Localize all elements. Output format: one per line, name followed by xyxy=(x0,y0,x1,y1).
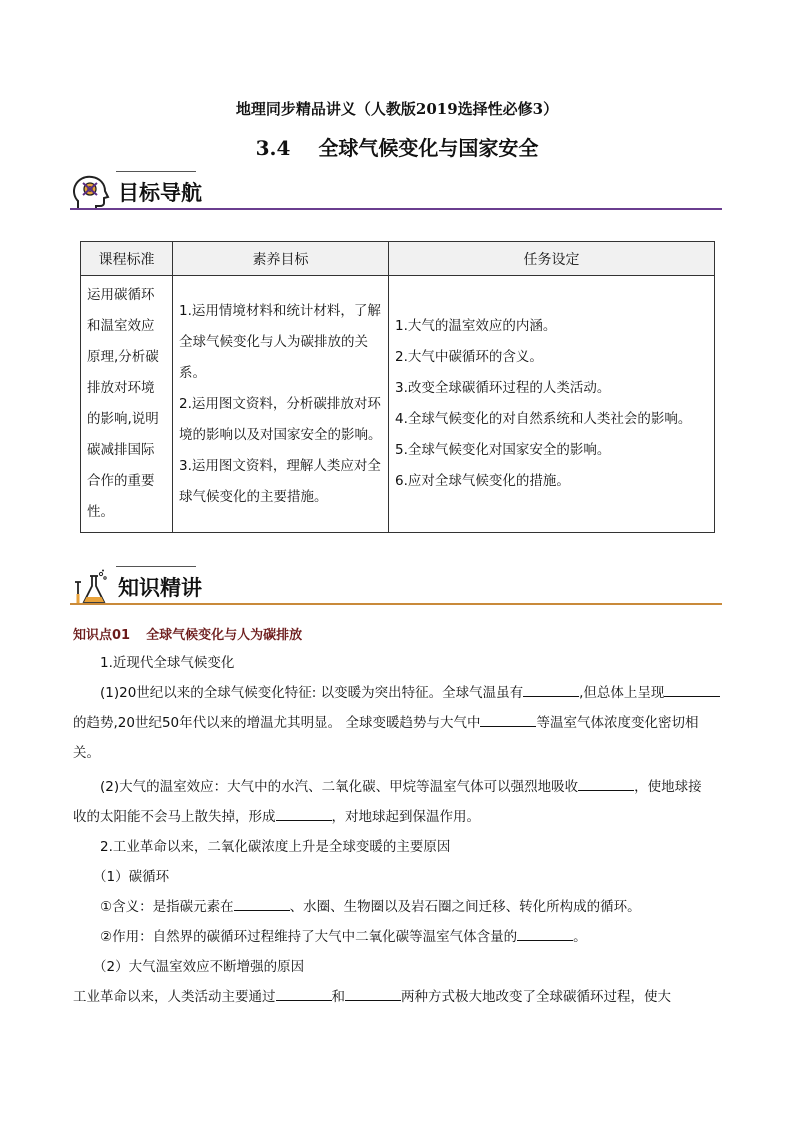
subheading: （1）碳循环 xyxy=(93,869,170,885)
paragraph xyxy=(73,802,723,832)
text-run: 和 xyxy=(331,989,345,1005)
knowledge-section-header xyxy=(70,566,722,606)
lab-flask-icon xyxy=(70,568,110,608)
subheading: （2）大气温室效应不断增强的原因 xyxy=(93,959,305,975)
knowledge-point-title xyxy=(73,624,302,643)
lesson-number: 3.4 xyxy=(255,136,291,160)
fill-blank xyxy=(276,984,332,1001)
task-line: 4.全球气候变化的对自然系统和人类社会的影响。 xyxy=(395,411,692,427)
standard-line: 碳减排国际 xyxy=(87,442,155,458)
text-run: (2)大气的温室效应：大气中的水汽、二氧化碳、甲烷等温室气体可以强烈地吸收 xyxy=(100,779,579,795)
section-overline xyxy=(116,566,196,567)
text-run: ②作用：自然界的碳循环过程维持了大气中二氧化碳等温室气体含量的 xyxy=(100,929,518,945)
goals-table xyxy=(80,241,715,533)
paragraph xyxy=(73,922,723,952)
standard-line: 和温室效应 xyxy=(87,318,155,334)
head-gear-icon xyxy=(70,173,110,213)
text-run: 工业革命以来，人类活动主要通过 xyxy=(73,989,276,1005)
literacy-line: 2.运用图文资料，分析碳排放对环 xyxy=(179,395,381,412)
text-run: 、水圈、生物圈以及岩石圈之间迁移、转化所构成的循环。 xyxy=(289,899,641,915)
literacy-line: 系。 xyxy=(179,364,206,381)
standard-line: 运用碳循环 xyxy=(87,287,155,303)
fill-blank xyxy=(517,924,573,941)
paragraph xyxy=(73,708,723,738)
tasks-cell xyxy=(389,276,715,533)
text-run: (1)20世纪以来的全球气候变化特征: 以变暖为突出特征。全球气温虽有 xyxy=(100,685,524,701)
fill-blank xyxy=(234,894,290,911)
fill-blank xyxy=(664,680,720,697)
fill-blank xyxy=(578,774,634,791)
fill-blank xyxy=(345,984,401,1001)
standard-line: 性。 xyxy=(87,504,114,520)
text-run: ，对地球起到保温作用。 xyxy=(331,809,480,825)
fill-blank xyxy=(276,804,332,821)
goals-section-header xyxy=(70,171,722,211)
text-run: 的趋势,20世纪50年代以来的增温尤其明显。 全球变暖趋势与大气中 xyxy=(73,715,481,731)
literacy-cell xyxy=(173,276,389,533)
literacy-line: 球气候变化的主要措施。 xyxy=(179,488,328,505)
task-line: 2.大气中碳循环的含义。 xyxy=(395,349,543,365)
lesson-title: 全球气候变化与国家安全 xyxy=(318,136,539,160)
section-rule xyxy=(70,208,722,210)
section-rule xyxy=(70,603,722,605)
heading-1: 1.近现代全球气候变化 xyxy=(100,655,235,671)
standard-line: 合作的重要 xyxy=(87,473,155,489)
fill-blank xyxy=(523,680,579,697)
text-run: ,但总体上呈现 xyxy=(579,685,665,701)
paragraph xyxy=(73,678,723,708)
paragraph xyxy=(73,982,723,1012)
series-title: 地理同步精品讲义（人教版2019选择性必修3） xyxy=(235,100,559,118)
task-line: 6.应对全球气候变化的措施。 xyxy=(395,473,570,489)
standard-line: 排放对环境 xyxy=(87,380,155,396)
standard-line: 原理,分析碳 xyxy=(87,349,159,365)
text-run: 。 xyxy=(573,929,587,945)
text-run: 两种方式极大地改变了全球碳循环过程，使大 xyxy=(401,989,671,1005)
heading-2: 2.工业革命以来，二氧化碳浓度上升是全球变暖的主要原因 xyxy=(100,839,451,855)
section-label: 目标导航 xyxy=(118,181,202,205)
header-cell-tasks: 任务设定 xyxy=(389,242,715,276)
standard-line: 的影响,说明 xyxy=(87,411,159,427)
section-overline xyxy=(116,171,196,172)
paragraph xyxy=(73,772,723,802)
table-row xyxy=(81,276,715,533)
fill-blank xyxy=(480,710,536,727)
table-header-row xyxy=(81,242,715,276)
knowledge-point-heading: 全球气候变化与人为碳排放 xyxy=(146,628,303,643)
text-run: 等温室气体浓度变化密切相 xyxy=(536,715,699,731)
paragraph: 关。 xyxy=(73,745,100,761)
task-line: 3.改变全球碳循环过程的人类活动。 xyxy=(395,380,611,396)
text-run: ①含义：是指碳元素在 xyxy=(100,899,234,915)
header-cell-standard: 课程标准 xyxy=(81,242,173,276)
content-body xyxy=(73,648,723,1012)
knowledge-point-label: 知识点01 xyxy=(73,628,131,643)
literacy-line: 全球气候变化与人为碳排放的关 xyxy=(179,333,368,350)
task-line: 1.大气的温室效应的内涵。 xyxy=(395,318,557,334)
paragraph xyxy=(73,892,723,922)
page-title xyxy=(0,132,794,161)
literacy-line: 境的影响以及对国家安全的影响。 xyxy=(179,426,382,443)
text-run: ，使地球接 xyxy=(634,779,702,795)
literacy-line: 1.运用情境材料和统计材料，了解 xyxy=(179,302,381,319)
literacy-line: 3.运用图文资料，理解人类应对全 xyxy=(179,457,381,474)
standard-cell xyxy=(81,276,173,533)
text-run: 收的太阳能不会马上散失掉，形成 xyxy=(73,809,276,825)
section-label: 知识精讲 xyxy=(118,576,202,600)
task-line: 5.全球气候变化对国家安全的影响。 xyxy=(395,442,611,458)
header-cell-literacy: 素养目标 xyxy=(173,242,389,276)
